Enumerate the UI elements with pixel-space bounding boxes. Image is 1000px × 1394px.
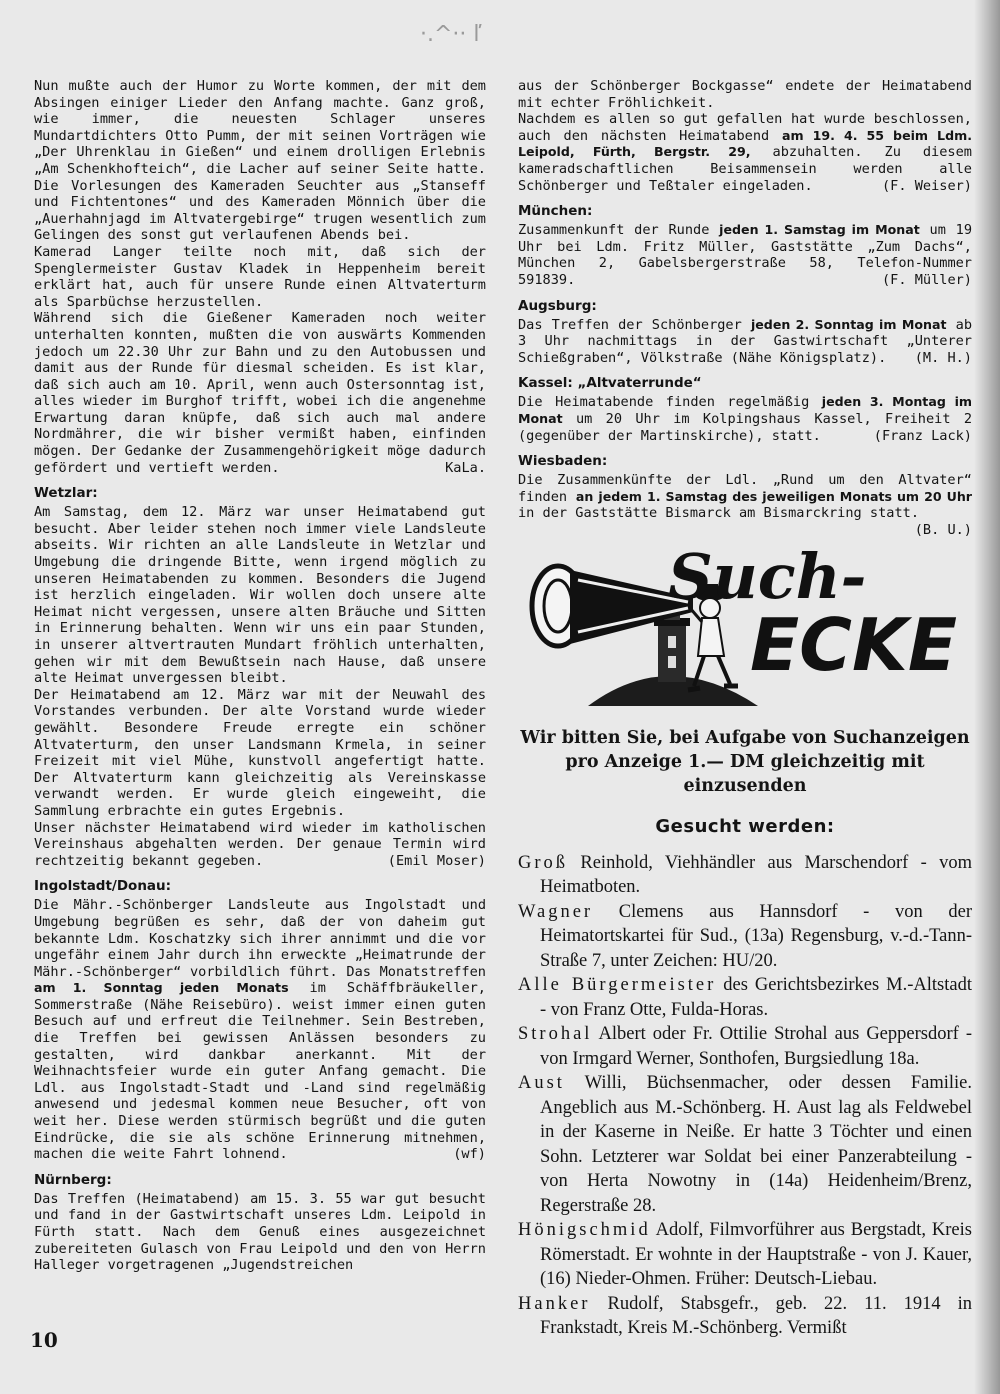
kassel-paragraph — [518, 394, 972, 444]
wiesbaden-heading: Wiesbaden: — [518, 453, 608, 470]
wetzlar-signature: (Emil Moser) — [387, 852, 486, 869]
entry-text: des Gerichtsbezirkes M.-Altstadt - von Franz Otte, Fulda-Horas. — [540, 975, 972, 1020]
intro-signature: KaLa. — [445, 459, 486, 476]
entry-name: Wagner — [518, 901, 594, 922]
entry-name: Groß — [518, 852, 569, 873]
such-script-text: Such- — [668, 545, 867, 613]
muenchen-text-b: um 19 Uhr bei Ldm. Fritz Müller, Gaststätte „Zum Dachs“, München 2, Gabelsbergerstraße 58, Telefon-Nummer 591839. — [518, 222, 973, 288]
augsburg-text-b: ab 3 Uhr nachmittags in der Gastwirtschaft „Unterer Schießgraben“, Völkstraße (Nähe Königsplatz). — [518, 316, 973, 366]
entry-name: Hanker — [518, 1293, 591, 1314]
wetzlar-heading: Wetzlar: — [34, 485, 98, 502]
intro-paragraph-1: Nun mußte auch der Humor zu Worte kommen, der mit dem Absingen einiger Lieder den Anfang machte. Ganz groß, wie immer, die neuesten Schlager unseres Mundartdichters Otto Pumm, der mit seinen Vorträgen wie „Der Uhrenklau in Gießen“ und einem drolligen Erlebnis „Am Schenkhofteich“, die Lacher auf seiner Seite hatte. Die Vorlesungen des Kameraden Seuchter aus „Stanseff und Fichtentones“ und des Kameraden Mönnich über die „Auerhahnjagd im Altvatergebirge“ trugen wesentlich zum Gelingen des sonst gut verlaufenen Abends bei. — [34, 78, 486, 244]
search-ad-notice: Wir bitten Sie, bei Aufgabe von Suchanzeigen pro Anzeige 1.— DM gleichzeitig mit einzusenden — [520, 727, 970, 796]
kassel-signature: (Franz Lack) — [873, 427, 972, 444]
list-item — [518, 851, 972, 900]
wiesbaden-signature: (B. U.) — [914, 521, 972, 538]
nuernberg-p2-b: abzuhalten. Zu diesem kameradschaftlichen Beisammensein werden alle Schönberger und Teßtaler eingeladen. — [518, 144, 972, 194]
entry-name: Strohal — [518, 1024, 593, 1045]
kassel-text-a: Die Heimatabende finden regelmäßig — [518, 394, 810, 411]
wiesbaden-text-a: Die Zusammenkünfte der Ldl. „Rund um den Altvater“ finden — [518, 472, 972, 505]
list-item — [518, 1022, 972, 1071]
binding-shadow — [974, 0, 1000, 1394]
muenchen-signature: (F. Müller) — [881, 271, 972, 288]
entry-text: Albert oder Fr. Ottilie Strohal aus Geppersdorf - von Irmgard Werner, Sonthofen, Burgsiedlung 18a. — [540, 1024, 972, 1069]
entry-name: Hönigschmid — [518, 1220, 651, 1241]
augsburg-bold: jeden 2. Sonntag im Monat — [750, 316, 947, 332]
list-item — [518, 973, 972, 1022]
list-item — [518, 1292, 972, 1341]
ingolstadt-signature: (wf) — [453, 1146, 486, 1163]
entry-name: Alle Bürgermeister — [518, 975, 717, 996]
wiesbaden-bold: an jedem 1. Samstag des jeweiligen Monats um 20 Uhr — [575, 488, 973, 504]
muenchen-paragraph — [518, 222, 972, 288]
sought-list — [518, 851, 972, 1341]
wetzlar-paragraph-3 — [34, 820, 486, 870]
page-number: 10 — [30, 1328, 58, 1352]
augsburg-heading: Augsburg: — [518, 297, 597, 314]
entry-name: Aust — [518, 1073, 565, 1094]
augsburg-paragraph — [518, 317, 972, 367]
wetzlar-paragraph-1: Am Samstag, dem 12. März war unser Heimatabend gut besucht. Aber leider stehen noch immer viele Landsleute abseits. Wir richten an alle Landsleute in Wetzlar und Umgebung die dringende Bitte, wenn irgend möglich zu unseren Heimatabenden zu kommen. Besonders die Jugend ist herzlich eingeladen. Wir wollen doch unsere alte Heimat nicht vergessen, unsere alten Bräuche und Sitten in Erinnerung behalten. Wenn wir uns ein paar Stunden, in unserer altvertrauten Mundart fröhlich unterhalten, gehen wir mit dem Bewußtsein nach Hause, daß unsere alte Heimat unvergessen bleibt. — [34, 504, 486, 687]
nuernberg-heading: Nürnberg: — [34, 1171, 112, 1188]
sought-heading: Gesucht werden: — [655, 815, 835, 837]
wiesbaden-text-b: in der Gaststätte Bismarck am Bismarckring statt. — [518, 505, 920, 522]
nuernberg-paragraph: Das Treffen (Heimatabend) am 15. 3. 55 war gut besucht und fand in der Gastwirtschaft unseres Ldm. Leipold in Fürth statt. Nach dem Genuß eines ausgezeichnet zubereiteten Gulasch von Frau Leipold und den von Herrn Halleger vorgetragenen „Jugendstreichen — [34, 1190, 486, 1274]
kassel-heading: Kassel: „Altvaterrunde“ — [518, 375, 702, 392]
kassel-text-b: um 20 Uhr im Kolpingshaus Kassel, Freiheit 2 (gegenüber der Martinskirche), statt. — [518, 410, 973, 444]
wiesbaden-paragraph — [518, 472, 973, 538]
list-item — [518, 900, 972, 974]
ingolstadt-text-a: Die Mähr.-Schönberger Landsleute aus Ingolstadt und Umgebung begrüßen es sehr, daß der von daheim gut bekannte Ldm. Koschatzky sich ihrer annimmt und die vor ungefähr einem Jahr durch ihn erweckte „Heimatrunde der Mähr.-Schönberger“ vorbildlich führt. Das Monatstreffen — [34, 897, 486, 980]
muenchen-bold: jeden 1. Samstag im Monat — [719, 222, 920, 238]
entry-text: Willi, Büchsenmacher, oder dessen Familie. Angeblich aus M.-Schönberg. H. Aust lag als Feldwebel in der Kaserne in Neiße. Er hatte 3 Töchter und einen Sohn. Letzterer war Soldat bei einer Panzerabteilung - von Herta Nowotny in (14a) Heidenheim/Brenz, Regerstraße 28. — [540, 1073, 972, 1216]
wetzlar-paragraph-3-text: Unser nächster Heimatabend wird wieder im katholischen Vereinshaus abgehalten werden. Der genaue Termin wird rechtzeitig bekannt gegeben. — [34, 819, 486, 869]
kassel-bold: jeden 3. Montag im Monat — [518, 394, 973, 426]
ingolstadt-bold: am 1. Sonntag jeden Monats — [34, 980, 289, 996]
entry-text: Rudolf, Stabsgefr., geb. 22. 11. 1914 in Frankstadt, Kreis M.-Schönberg. Vermißt — [540, 1293, 973, 1339]
wetzlar-paragraph-2: Der Heimatabend am 12. März war mit der Neuwahl des Vorstandes verbunden. Der alte Vorstand wurde wieder gewählt. Besondere Freude erregte ein schöner Altvaterturm, den unser Landsmann Krmela, in seiner Freizeit mit viel Mühe, kunstvoll angefertigt hatte. Der Altvaterturm kann gleichzeitig als Vereinskasse verwandt werden. Er wurde gleich eingeweiht, die Sammlung erbrachte ein gutes Ergebnis. — [34, 686, 486, 819]
nuernberg-continued: aus der Schönberger Bockgasse“ endete der Heimatabend mit echter Fröhlichkeit. — [518, 78, 972, 111]
left-column — [34, 78, 486, 1274]
list-item — [518, 1218, 972, 1292]
such-ecke-illustration — [518, 546, 972, 706]
entry-text: Reinhold, Viehhändler aus Marschendorf - vom Heimatboten. — [540, 852, 973, 898]
entry-text: Clemens aus Hannsdorf - von der Heimatortskartei für Sud., (13a) Regensburg, v.-d.-Tann-Straße 7, unter Zeichen: HU/20. — [540, 901, 973, 971]
muenchen-heading: München: — [518, 203, 593, 220]
muenchen-text-a: Zusammenkunft der Runde — [518, 222, 710, 239]
entry-text: Adolf, Filmvorführer aus Bergstadt, Kreis Römerstadt. Er wohnte in der Hauptstraße - von J. Kauer, (16) Nieder-Ohmen. Früher: Deutsch-Liebau. — [540, 1220, 972, 1290]
intro-paragraph-2: Kamerad Langer teilte noch mit, daß sich der Spenglermeister Gustav Kladek in Heppenheim bereit erklärt hat, auch für unsere Runde einen Altvaterturm als Sparbüchse herzustellen. — [34, 243, 486, 310]
ingolstadt-paragraph — [34, 897, 486, 1163]
nuernberg-p2-bold: am 19. 4. 55 beim Ldm. Leipold, Fürth, Bergstr. 29, — [518, 127, 973, 160]
nuernberg-paragraph-2 — [518, 111, 972, 194]
augsburg-signature: (M. H.) — [914, 349, 972, 366]
list-item — [518, 1071, 972, 1218]
ingolstadt-text-b: im Schäffbräukeller, Sommerstraße (Nähe Reisebüro). weist immer einen guten Besuch auf und erfreut die Teilnehmer. Sein Bestreben, die Treffen bei gewissen Anlässen besonders zu gestalten, wird dankbar anerkannt. Mit der Weihnachtsfeier wurde ein guter Anfang gemacht. Die Ldl. aus Ingolstadt-Stadt und -Land sind regelmäßig anwesend und jedesmal kommen neue Besucher, oft von weit her. Diese werden stürmisch begrüßt und die guten Eindrücke, die sie als schöne Erinnerung mitnehmen, machen die weite Fahrt lohnend. — [34, 980, 486, 1163]
ecke-block-text: ECKE — [750, 602, 957, 687]
nuernberg-p2-a: Nachdem es allen so gut gefallen hat wurde beschlossen, auch den nächsten Heimatabend — [518, 111, 972, 144]
such-ecke-advert — [518, 546, 972, 706]
right-column — [518, 78, 972, 1341]
augsburg-text-a: Das Treffen der Schönberger — [518, 316, 742, 333]
nuernberg-signature: (F. Weiser) — [881, 177, 972, 194]
intro-paragraph-3: Während sich die Gießener Kameraden noch weiter unterhalten konnten, mußten die von auswärts Kommenden jedoch um 22.30 Uhr zur Bahn und zu den Autobussen und damit aus der Runde für diesmal scheiden. Es ist klar, daß sich auch am 10. April, wenn auch Ostersonntag ist, alles wieder im Burghof trifft, wobei ich die angenehme Erwartung daran knüpfe, daß sich auch mal andere Nordmährer, die wir bisher vermißt haben, einfinden mögen. Der Gedanke der Zusammengehörigkeit möge dadurch gefördert und vertieft werden. — [34, 310, 486, 476]
ingolstadt-heading: Ingolstadt/Donau: — [34, 878, 172, 895]
header-smudge: ·.^·· ľ — [420, 22, 482, 47]
